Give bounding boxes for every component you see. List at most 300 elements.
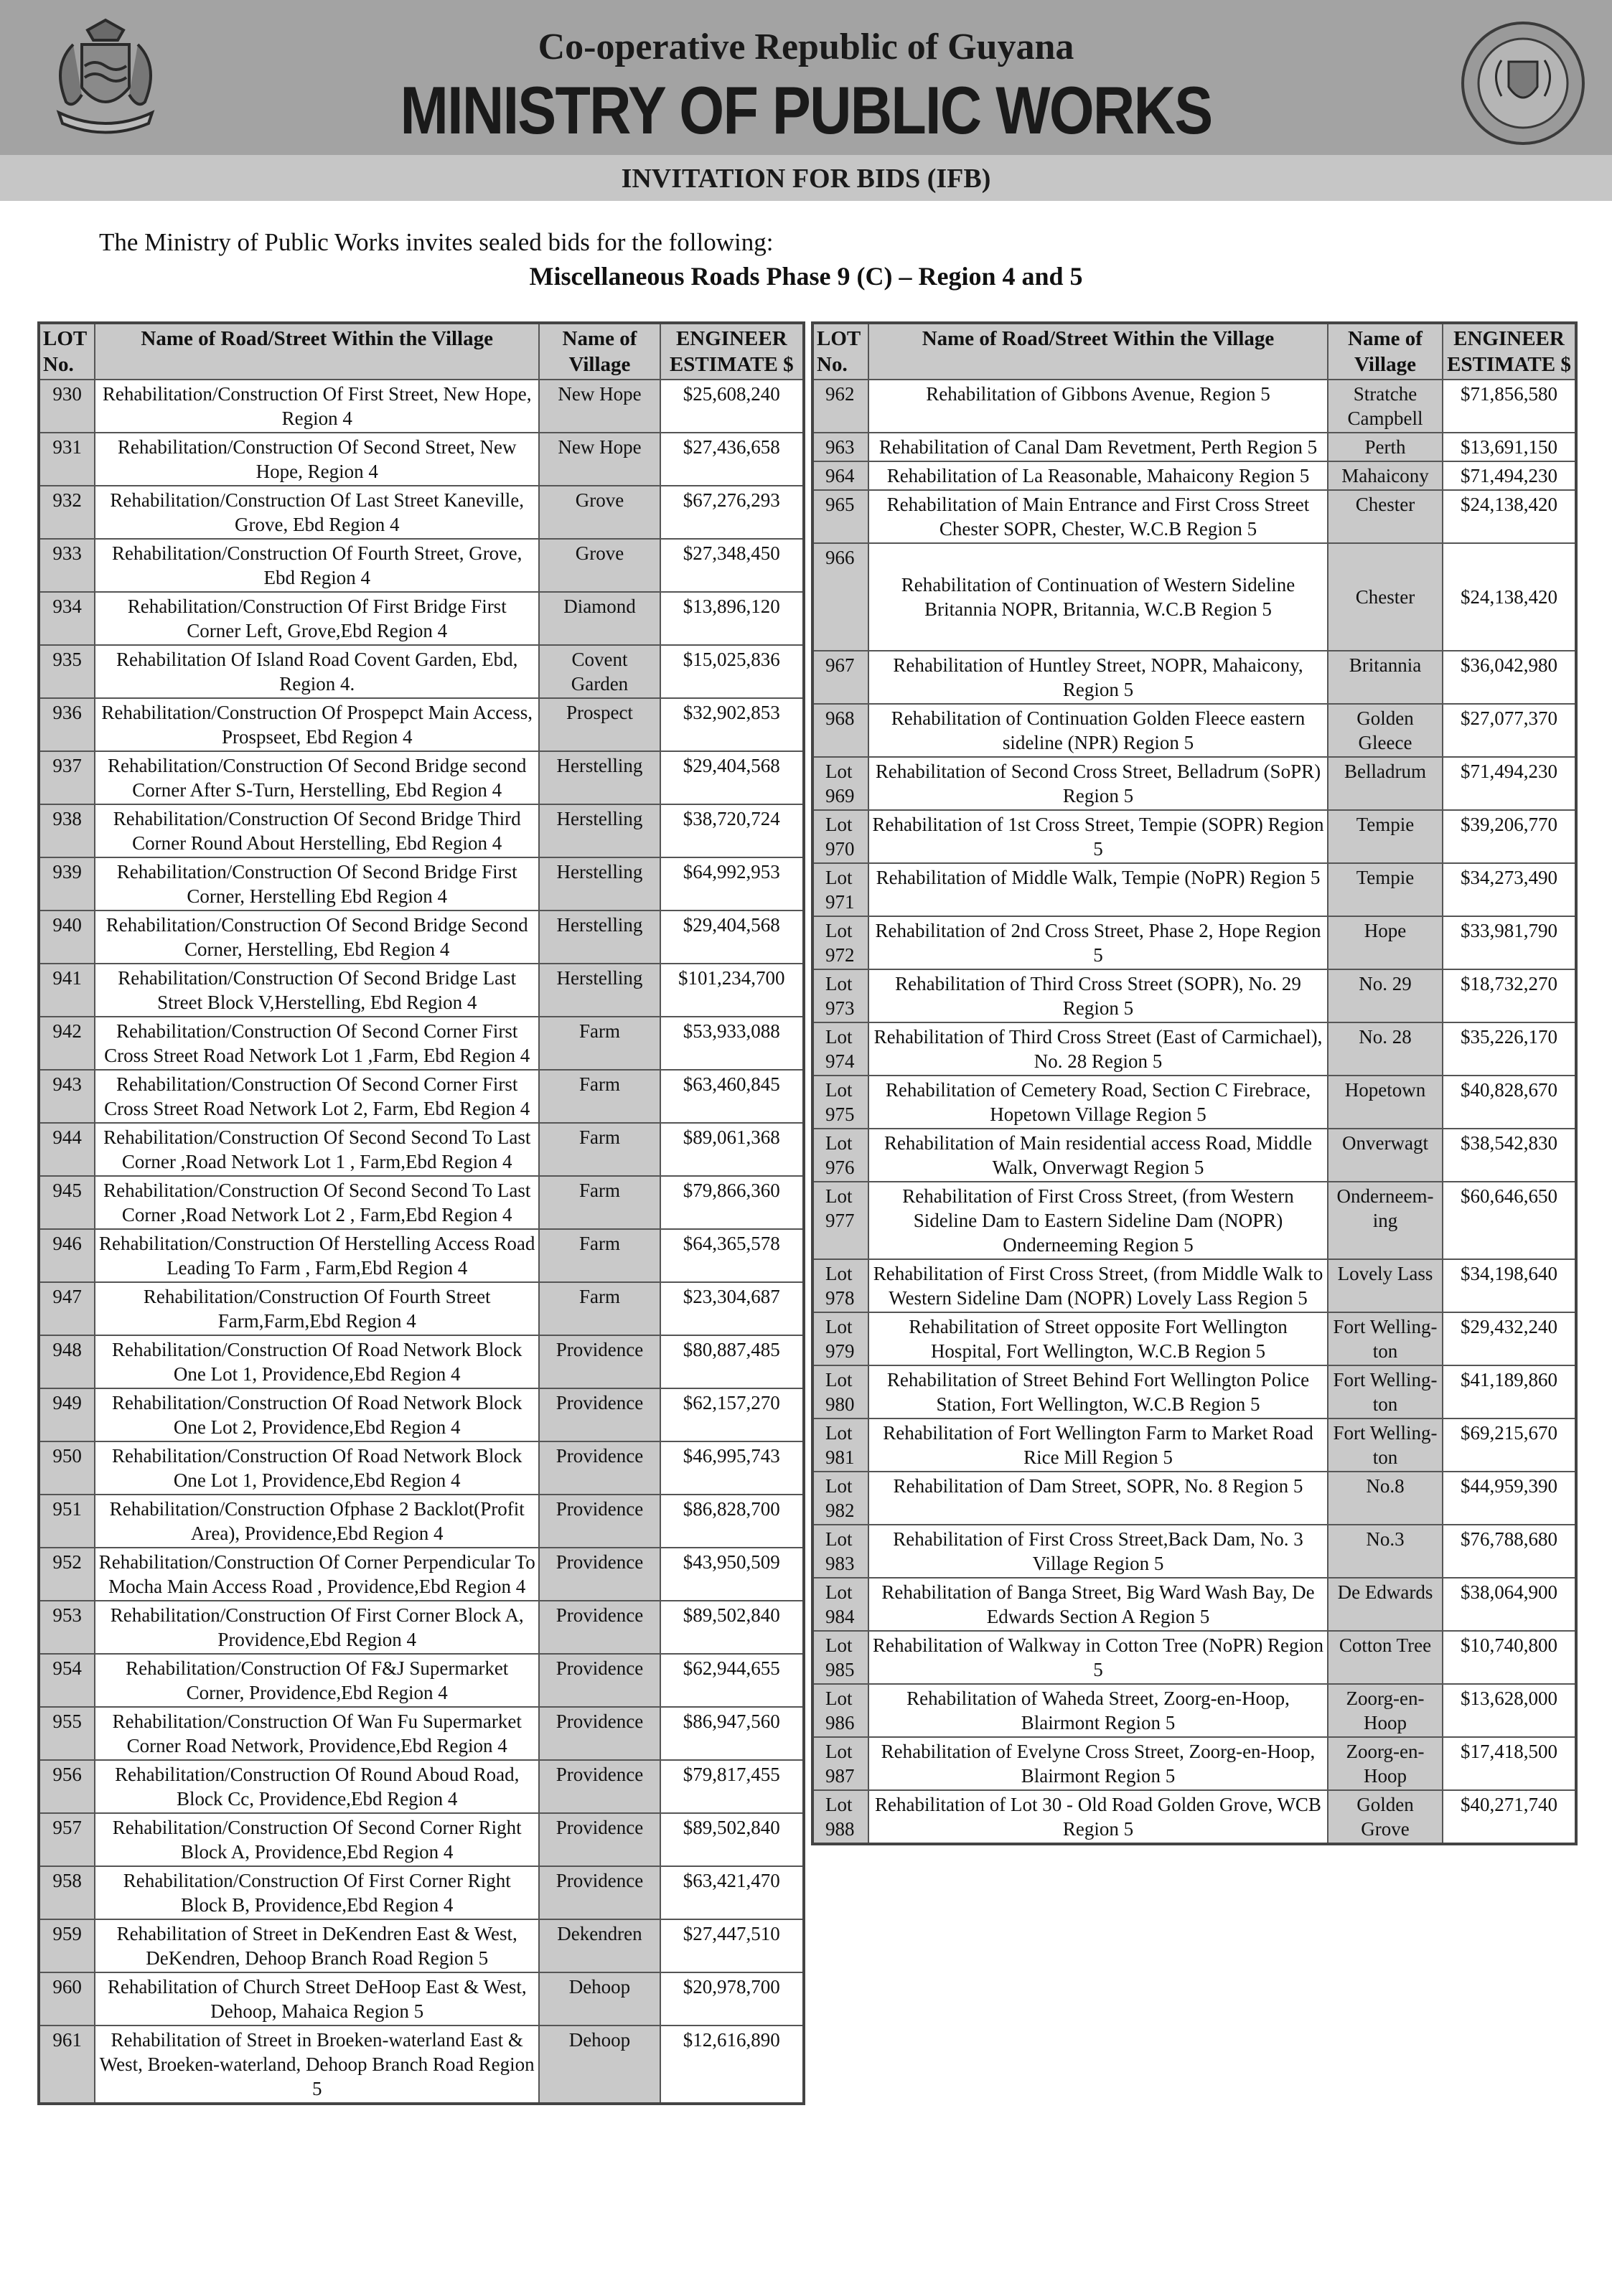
- road-name-cell: Rehabilitation of La Reasonable, Mahaicony Region 5: [868, 461, 1328, 490]
- estimate-cell: $69,215,670: [1443, 1418, 1576, 1472]
- road-name-cell: Rehabilitation of Dam Street, SOPR, No. 8 Region 5: [868, 1472, 1328, 1525]
- lot-cell: Lot 971: [812, 863, 868, 916]
- table-row: [39, 1123, 804, 1176]
- estimate-cell: $23,304,687: [660, 1282, 804, 1335]
- bid-subject: Miscellaneous Roads Phase 9 (C) – Region 4 and 5: [529, 262, 1083, 291]
- table-row: [39, 1548, 804, 1601]
- village-cell: Belladrum: [1328, 757, 1443, 810]
- estimate-cell: $71,494,230: [1443, 757, 1576, 810]
- road-name-cell: Rehabilitation of Street opposite Fort Wellington Hospital, Fort Wellington, W.C.B Region 5: [868, 1312, 1328, 1365]
- road-name-cell: Rehabilitation of Evelyne Cross Street, Zoorg-en-Hoop, Blairmont Region 5: [868, 1737, 1328, 1790]
- village-cell: Onderneem-ing: [1328, 1182, 1443, 1259]
- village-cell: Stratche Campbell: [1328, 380, 1443, 433]
- estimate-cell: $10,740,800: [1443, 1631, 1576, 1684]
- table-row: [39, 1017, 804, 1070]
- lot-cell: 930: [39, 380, 95, 433]
- road-name-cell: Rehabilitation/Construction Of First Corner Right Block B, Providence,Ebd Region 4: [95, 1866, 539, 1919]
- table-row: [812, 1418, 1576, 1472]
- village-cell: Providence: [539, 1548, 660, 1601]
- road-name-cell: Rehabilitation/Construction Of Second Corner Right Block A, Providence,Ebd Region 4: [95, 1813, 539, 1866]
- estimate-cell: $27,447,510: [660, 1919, 804, 1972]
- village-cell: Hope: [1328, 916, 1443, 969]
- estimate-cell: $63,460,845: [660, 1070, 804, 1123]
- village-cell: De Edwards: [1328, 1578, 1443, 1631]
- lot-cell: 959: [39, 1919, 95, 1972]
- road-name-cell: Rehabilitation of Street Behind Fort Wellington Police Station, Fort Wellington, W.C.B Region 5: [868, 1365, 1328, 1418]
- table-row: [39, 1972, 804, 2026]
- table-row: [812, 1259, 1576, 1312]
- table-row: [39, 1654, 804, 1707]
- estimate-cell: $46,995,743: [660, 1441, 804, 1495]
- road-name-cell: Rehabilitation of Main residential access Road, Middle Walk, Onverwagt Region 5: [868, 1129, 1328, 1182]
- lot-cell: 940: [39, 911, 95, 964]
- lot-cell: 938: [39, 804, 95, 857]
- estimate-cell: $43,950,509: [660, 1548, 804, 1601]
- lot-cell: 964: [812, 461, 868, 490]
- estimate-cell: $24,138,420: [1443, 543, 1576, 651]
- road-name-cell: Rehabilitation/Construction Of Fourth Street Farm,Farm,Ebd Region 4: [95, 1282, 539, 1335]
- table-row: [812, 969, 1576, 1022]
- lot-cell: 956: [39, 1760, 95, 1813]
- table-row: [812, 490, 1576, 543]
- village-cell: Britannia: [1328, 651, 1443, 704]
- estimate-cell: $34,273,490: [1443, 863, 1576, 916]
- road-name-cell: Rehabilitation/Construction Of First Bridge First Corner Left, Grove,Ebd Region 4: [95, 592, 539, 645]
- village-cell: Dekendren: [539, 1919, 660, 1972]
- road-name-cell: Rehabilitation/Construction Of Second Corner First Cross Street Road Network Lot 2, Farm, Ebd Region 4: [95, 1070, 539, 1123]
- road-name-cell: Rehabilitation Of Island Road Covent Garden, Ebd, Region 4.: [95, 645, 539, 698]
- village-cell: No.8: [1328, 1472, 1443, 1525]
- lot-cell: 957: [39, 1813, 95, 1866]
- estimate-cell: $27,077,370: [1443, 704, 1576, 757]
- lot-cell: 943: [39, 1070, 95, 1123]
- road-name-cell: Rehabilitation of Waheda Street, Zoorg-en-Hoop, Blairmont Region 5: [868, 1684, 1328, 1737]
- village-cell: Providence: [539, 1866, 660, 1919]
- road-name-cell: Rehabilitation of Main Entrance and First Cross Street Chester SOPR, Chester, W.C.B Region 5: [868, 490, 1328, 543]
- table-row: [812, 1365, 1576, 1418]
- table-row: [39, 433, 804, 486]
- lot-cell: Lot 973: [812, 969, 868, 1022]
- village-cell: Farm: [539, 1229, 660, 1282]
- lot-cell: 932: [39, 486, 95, 539]
- estimate-cell: $86,828,700: [660, 1495, 804, 1548]
- village-cell: Providence: [539, 1707, 660, 1760]
- lot-cell: 953: [39, 1601, 95, 1654]
- village-cell: Grove: [539, 539, 660, 592]
- lot-cell: Lot 985: [812, 1631, 868, 1684]
- estimate-cell: $38,542,830: [1443, 1129, 1576, 1182]
- table-row: [39, 1441, 804, 1495]
- village-cell: Farm: [539, 1176, 660, 1229]
- village-cell: No. 29: [1328, 969, 1443, 1022]
- estimate-cell: $39,206,770: [1443, 810, 1576, 863]
- table-row: [39, 1282, 804, 1335]
- road-name-cell: Rehabilitation of Lot 30 - Old Road Golden Grove, WCB Region 5: [868, 1790, 1328, 1844]
- table-row: [39, 911, 804, 964]
- road-name-cell: Rehabilitation of Third Cross Street (SOPR), No. 29 Region 5: [868, 969, 1328, 1022]
- lot-cell: Lot 974: [812, 1022, 868, 1076]
- village-cell: Grove: [539, 486, 660, 539]
- village-cell: Providence: [539, 1601, 660, 1654]
- road-name-cell: Rehabilitation of 2nd Cross Street, Phase 2, Hope Region 5: [868, 916, 1328, 969]
- road-name-cell: Rehabilitation/Construction Of Second Bridge First Corner, Herstelling Ebd Region 4: [95, 857, 539, 911]
- lot-cell: Lot 978: [812, 1259, 868, 1312]
- village-cell: Providence: [539, 1335, 660, 1388]
- estimate-cell: $20,978,700: [660, 1972, 804, 2026]
- village-cell: Herstelling: [539, 857, 660, 911]
- lot-cell: Lot 975: [812, 1076, 868, 1129]
- column-header-village: Name of Village: [539, 323, 660, 380]
- intro-text: The Ministry of Public Works invites sealed bids for the following:: [99, 228, 774, 256]
- road-name-cell: Rehabilitation/Construction Of Prospepct Main Access, Prospseet, Ebd Region 4: [95, 698, 539, 751]
- village-cell: Providence: [539, 1760, 660, 1813]
- lot-cell: Lot 977: [812, 1182, 868, 1259]
- lot-cell: 951: [39, 1495, 95, 1548]
- village-cell: Farm: [539, 1123, 660, 1176]
- table-row: [39, 2026, 804, 2104]
- village-cell: Hopetown: [1328, 1076, 1443, 1129]
- table-row: [39, 1919, 804, 1972]
- village-cell: Chester: [1328, 490, 1443, 543]
- estimate-cell: $38,720,724: [660, 804, 804, 857]
- lot-cell: Lot 988: [812, 1790, 868, 1844]
- estimate-cell: $64,365,578: [660, 1229, 804, 1282]
- road-name-cell: Rehabilitation of Continuation Golden Fleece eastern sideline (NPR) Region 5: [868, 704, 1328, 757]
- road-name-cell: Rehabilitation/Construction Of Wan Fu Supermarket Corner Road Network, Providence,Ebd Region 4: [95, 1707, 539, 1760]
- table-row: [39, 1229, 804, 1282]
- village-cell: Providence: [539, 1441, 660, 1495]
- estimate-cell: $13,628,000: [1443, 1684, 1576, 1737]
- village-cell: Zoorg-en-Hoop: [1328, 1684, 1443, 1737]
- table-row: [39, 964, 804, 1017]
- road-name-cell: Rehabilitation of Fort Wellington Farm to Market Road Rice Mill Region 5: [868, 1418, 1328, 1472]
- estimate-cell: $40,271,740: [1443, 1790, 1576, 1844]
- road-name-cell: Rehabilitation of Church Street DeHoop East & West, Dehoop, Mahaica Region 5: [95, 1972, 539, 2026]
- table-row: [812, 1022, 1576, 1076]
- estimate-cell: $89,061,368: [660, 1123, 804, 1176]
- road-name-cell: Rehabilitation/Construction Of Second Bridge second Corner After S-Turn, Herstelling, Ebd Region 4: [95, 751, 539, 804]
- village-cell: Golden Gleece: [1328, 704, 1443, 757]
- lot-cell: 947: [39, 1282, 95, 1335]
- column-header-estimate: ENGINEER ESTIMATE $: [1443, 323, 1576, 380]
- estimate-cell: $40,828,670: [1443, 1076, 1576, 1129]
- village-cell: Golden Grove: [1328, 1790, 1443, 1844]
- column-header-lot: LOT No.: [39, 323, 95, 380]
- table-header-row: [812, 323, 1576, 380]
- road-name-cell: Rehabilitation/Construction Of Second Bridge Last Street Block V,Herstelling, Ebd Region 4: [95, 964, 539, 1017]
- village-cell: No.3: [1328, 1525, 1443, 1578]
- table-row: [812, 704, 1576, 757]
- estimate-cell: $27,436,658: [660, 433, 804, 486]
- village-cell: Farm: [539, 1282, 660, 1335]
- estimate-cell: $34,198,640: [1443, 1259, 1576, 1312]
- village-cell: Dehoop: [539, 1972, 660, 2026]
- estimate-cell: $35,226,170: [1443, 1022, 1576, 1076]
- estimate-cell: $63,421,470: [660, 1866, 804, 1919]
- village-cell: Fort Welling-ton: [1328, 1365, 1443, 1418]
- lot-cell: 935: [39, 645, 95, 698]
- road-name-cell: Rehabilitation/Construction Of First Corner Block A, Providence,Ebd Region 4: [95, 1601, 539, 1654]
- road-name-cell: Rehabilitation/Construction Of Second Corner First Cross Street Road Network Lot 1 ,Farm, Ebd Region 4: [95, 1017, 539, 1070]
- table-row: [812, 1129, 1576, 1182]
- estimate-cell: $71,856,580: [1443, 380, 1576, 433]
- village-cell: Herstelling: [539, 911, 660, 964]
- table-row: [812, 916, 1576, 969]
- estimate-cell: $32,902,853: [660, 698, 804, 751]
- column-header-name: Name of Road/Street Within the Village: [95, 323, 539, 380]
- village-cell: Providence: [539, 1654, 660, 1707]
- estimate-cell: $38,064,900: [1443, 1578, 1576, 1631]
- road-name-cell: Rehabilitation of Walkway in Cotton Tree (NoPR) Region 5: [868, 1631, 1328, 1684]
- estimate-cell: $29,432,240: [1443, 1312, 1576, 1365]
- table-row: [812, 543, 1576, 651]
- bids-table-right: [811, 321, 1578, 1845]
- table-row: [39, 751, 804, 804]
- ifb-banner: INVITATION FOR BIDS (IFB): [0, 155, 1612, 201]
- lot-cell: 937: [39, 751, 95, 804]
- lot-cell: Lot 970: [812, 810, 868, 863]
- table-row: [812, 757, 1576, 810]
- lot-cell: 941: [39, 964, 95, 1017]
- page-header: [0, 0, 1612, 155]
- table-row: [812, 1312, 1576, 1365]
- village-cell: Tempie: [1328, 810, 1443, 863]
- village-cell: Zoorg-en-Hoop: [1328, 1737, 1443, 1790]
- lot-cell: 931: [39, 433, 95, 486]
- table-row: [39, 1813, 804, 1866]
- table-row: [39, 380, 804, 433]
- lot-cell: 967: [812, 651, 868, 704]
- lot-cell: Lot 969: [812, 757, 868, 810]
- lot-cell: 949: [39, 1388, 95, 1441]
- village-cell: New Hope: [539, 433, 660, 486]
- table-row: [39, 698, 804, 751]
- lot-cell: 955: [39, 1707, 95, 1760]
- table-body-left: [39, 380, 804, 2104]
- lot-cell: 952: [39, 1548, 95, 1601]
- table-row: [39, 1070, 804, 1123]
- lot-cell: 966: [812, 543, 868, 651]
- village-cell: Herstelling: [539, 804, 660, 857]
- table-row: [39, 1335, 804, 1388]
- village-cell: Providence: [539, 1495, 660, 1548]
- table-row: [39, 857, 804, 911]
- table-row: [39, 1176, 804, 1229]
- road-name-cell: Rehabilitation of Second Cross Street, Belladrum (SoPR) Region 5: [868, 757, 1328, 810]
- lot-cell: Lot 976: [812, 1129, 868, 1182]
- table-row: [812, 863, 1576, 916]
- road-name-cell: Rehabilitation/Construction Of First Street, New Hope, Region 4: [95, 380, 539, 433]
- table-row: [39, 645, 804, 698]
- road-name-cell: Rehabilitation/Construction Of Second Second To Last Corner ,Road Network Lot 1 , Farm,Ebd Region 4: [95, 1123, 539, 1176]
- village-cell: Diamond: [539, 592, 660, 645]
- village-cell: Providence: [539, 1388, 660, 1441]
- estimate-cell: $86,947,560: [660, 1707, 804, 1760]
- road-name-cell: Rehabilitation/Construction Of Second Bridge Second Corner, Herstelling, Ebd Region 4: [95, 911, 539, 964]
- estimate-cell: $29,404,568: [660, 911, 804, 964]
- road-name-cell: Rehabilitation of 1st Cross Street, Tempie (SOPR) Region 5: [868, 810, 1328, 863]
- road-name-cell: Rehabilitation of Continuation of Western Sideline Britannia NOPR, Britannia, W.C.B Region 5: [868, 543, 1328, 651]
- village-cell: Fort Welling-ton: [1328, 1418, 1443, 1472]
- road-name-cell: Rehabilitation/Construction Of Corner Perpendicular To Mocha Main Access Road , Providence,Ebd Region 4: [95, 1548, 539, 1601]
- village-cell: Herstelling: [539, 964, 660, 1017]
- lot-cell: Lot 979: [812, 1312, 868, 1365]
- estimate-cell: $53,933,088: [660, 1017, 804, 1070]
- table-row: [39, 592, 804, 645]
- road-name-cell: Rehabilitation/Construction Of Herstelling Access Road Leading To Farm , Farm,Ebd Region 4: [95, 1229, 539, 1282]
- estimate-cell: $76,788,680: [1443, 1525, 1576, 1578]
- road-name-cell: Rehabilitation of Street in DeKendren East & West, DeKendren, Dehoop Branch Road Region 5: [95, 1919, 539, 1972]
- estimate-cell: $44,959,390: [1443, 1472, 1576, 1525]
- village-cell: Covent Garden: [539, 645, 660, 698]
- lot-cell: Lot 986: [812, 1684, 868, 1737]
- estimate-cell: $64,992,953: [660, 857, 804, 911]
- lot-cell: 942: [39, 1017, 95, 1070]
- table-header-row: [39, 323, 804, 380]
- lot-cell: 954: [39, 1654, 95, 1707]
- table-row: [812, 1790, 1576, 1844]
- road-name-cell: Rehabilitation/Construction Ofphase 2 Backlot(Profit Area), Providence,Ebd Region 4: [95, 1495, 539, 1548]
- table-row: [812, 461, 1576, 490]
- estimate-cell: $12,616,890: [660, 2026, 804, 2104]
- village-cell: Tempie: [1328, 863, 1443, 916]
- ministry-seal-icon: [1458, 19, 1588, 148]
- village-cell: Herstelling: [539, 751, 660, 804]
- lot-cell: 950: [39, 1441, 95, 1495]
- road-name-cell: Rehabilitation/Construction Of Road Network Block One Lot 1, Providence,Ebd Region 4: [95, 1335, 539, 1388]
- road-name-cell: Rehabilitation of First Cross Street, (from Middle Walk to Western Sideline Dam (NOPR) Lovely Lass Region 5: [868, 1259, 1328, 1312]
- road-name-cell: Rehabilitation of Third Cross Street (East of Carmichael), No. 28 Region 5: [868, 1022, 1328, 1076]
- lot-cell: Lot 972: [812, 916, 868, 969]
- estimate-cell: $18,732,270: [1443, 969, 1576, 1022]
- lot-cell: 962: [812, 380, 868, 433]
- estimate-cell: $62,157,270: [660, 1388, 804, 1441]
- estimate-cell: $67,276,293: [660, 486, 804, 539]
- lot-cell: 948: [39, 1335, 95, 1388]
- road-name-cell: Rehabilitation of Street in Broeken-waterland East & West, Broeken-waterland, Dehoop Branch Road Region 5: [95, 2026, 539, 2104]
- table-row: [812, 1076, 1576, 1129]
- road-name-cell: Rehabilitation/Construction Of Second Second To Last Corner ,Road Network Lot 2 , Farm,Ebd Region 4: [95, 1176, 539, 1229]
- lot-cell: Lot 982: [812, 1472, 868, 1525]
- column-header-lot: LOT No.: [812, 323, 868, 380]
- table-row: [39, 804, 804, 857]
- table-row: [812, 433, 1576, 461]
- road-name-cell: Rehabilitation/Construction Of Round Aboud Road, Block Cc, Providence,Ebd Region 4: [95, 1760, 539, 1813]
- road-name-cell: Rehabilitation/Construction Of F&J Supermarket Corner, Providence,Ebd Region 4: [95, 1654, 539, 1707]
- table-row: [812, 810, 1576, 863]
- table-row: [39, 1866, 804, 1919]
- village-cell: Prospect: [539, 698, 660, 751]
- table-row: [39, 1495, 804, 1548]
- village-cell: Mahaicony: [1328, 461, 1443, 490]
- village-cell: Dehoop: [539, 2026, 660, 2104]
- table-row: [812, 1578, 1576, 1631]
- lot-cell: 965: [812, 490, 868, 543]
- estimate-cell: $29,404,568: [660, 751, 804, 804]
- estimate-cell: $13,691,150: [1443, 433, 1576, 461]
- lot-cell: 946: [39, 1229, 95, 1282]
- table-row: [39, 1388, 804, 1441]
- lot-cell: 968: [812, 704, 868, 757]
- estimate-cell: $24,138,420: [1443, 490, 1576, 543]
- estimate-cell: $62,944,655: [660, 1654, 804, 1707]
- village-cell: Farm: [539, 1017, 660, 1070]
- lot-cell: Lot 983: [812, 1525, 868, 1578]
- estimate-cell: $60,646,650: [1443, 1182, 1576, 1259]
- road-name-cell: Rehabilitation of Gibbons Avenue, Region 5: [868, 380, 1328, 433]
- road-name-cell: Rehabilitation of Banga Street, Big Ward Wash Bay, De Edwards Section A Region 5: [868, 1578, 1328, 1631]
- road-name-cell: Rehabilitation of Huntley Street, NOPR, Mahaicony, Region 5: [868, 651, 1328, 704]
- table-row: [812, 1684, 1576, 1737]
- village-cell: Perth: [1328, 433, 1443, 461]
- table-row: [39, 539, 804, 592]
- column-header-estimate: ENGINEER ESTIMATE $: [660, 323, 804, 380]
- village-cell: Farm: [539, 1070, 660, 1123]
- estimate-cell: $25,608,240: [660, 380, 804, 433]
- table-row: [39, 1601, 804, 1654]
- lot-cell: Lot 984: [812, 1578, 868, 1631]
- lot-cell: 945: [39, 1176, 95, 1229]
- ministry-title: MINISTRY OF PUBLIC WORKS: [400, 72, 1212, 148]
- country-name: Co-operative Republic of Guyana: [538, 27, 1074, 67]
- table-row: [812, 1525, 1576, 1578]
- road-name-cell: Rehabilitation/Construction Of Second Bridge Third Corner Round About Herstelling, Ebd Region 4: [95, 804, 539, 857]
- lot-cell: 936: [39, 698, 95, 751]
- road-name-cell: Rehabilitation of Canal Dam Revetment, Perth Region 5: [868, 433, 1328, 461]
- lot-cell: Lot 987: [812, 1737, 868, 1790]
- lot-cell: 961: [39, 2026, 95, 2104]
- lot-cell: 934: [39, 592, 95, 645]
- table-row: [812, 1472, 1576, 1525]
- lot-cell: 939: [39, 857, 95, 911]
- road-name-cell: Rehabilitation of Cemetery Road, Section C Firebrace, Hopetown Village Region 5: [868, 1076, 1328, 1129]
- estimate-cell: $89,502,840: [660, 1813, 804, 1866]
- table-row: [812, 1631, 1576, 1684]
- road-name-cell: Rehabilitation/Construction Of Last Street Kaneville, Grove, Ebd Region 4: [95, 486, 539, 539]
- lot-cell: 960: [39, 1972, 95, 2026]
- village-cell: Chester: [1328, 543, 1443, 651]
- estimate-cell: $13,896,120: [660, 592, 804, 645]
- table-body-right: [812, 380, 1576, 1844]
- estimate-cell: $71,494,230: [1443, 461, 1576, 490]
- road-name-cell: Rehabilitation of Middle Walk, Tempie (NoPR) Region 5: [868, 863, 1328, 916]
- table-row: [39, 1707, 804, 1760]
- estimate-cell: $41,189,860: [1443, 1365, 1576, 1418]
- village-cell: New Hope: [539, 380, 660, 433]
- lot-cell: 963: [812, 433, 868, 461]
- road-name-cell: Rehabilitation/Construction Of Fourth Street, Grove, Ebd Region 4: [95, 539, 539, 592]
- table-row: [812, 1182, 1576, 1259]
- estimate-cell: $79,817,455: [660, 1760, 804, 1813]
- estimate-cell: $17,418,500: [1443, 1737, 1576, 1790]
- estimate-cell: $101,234,700: [660, 964, 804, 1017]
- village-cell: Lovely Lass: [1328, 1259, 1443, 1312]
- village-cell: Providence: [539, 1813, 660, 1866]
- road-name-cell: Rehabilitation of First Cross Street, (from Western Sideline Dam to Eastern Sideline Dam (NOPR) Onderneeming Region 5: [868, 1182, 1328, 1259]
- table-row: [812, 1737, 1576, 1790]
- estimate-cell: $15,025,836: [660, 645, 804, 698]
- table-row: [39, 486, 804, 539]
- lot-cell: Lot 981: [812, 1418, 868, 1472]
- estimate-cell: $33,981,790: [1443, 916, 1576, 969]
- lot-cell: 944: [39, 1123, 95, 1176]
- estimate-cell: $27,348,450: [660, 539, 804, 592]
- table-row: [812, 380, 1576, 433]
- lot-cell: 933: [39, 539, 95, 592]
- road-name-cell: Rehabilitation of First Cross Street,Back Dam, No. 3 Village Region 5: [868, 1525, 1328, 1578]
- road-name-cell: Rehabilitation/Construction Of Road Network Block One Lot 2, Providence,Ebd Region 4: [95, 1388, 539, 1441]
- village-cell: Onverwagt: [1328, 1129, 1443, 1182]
